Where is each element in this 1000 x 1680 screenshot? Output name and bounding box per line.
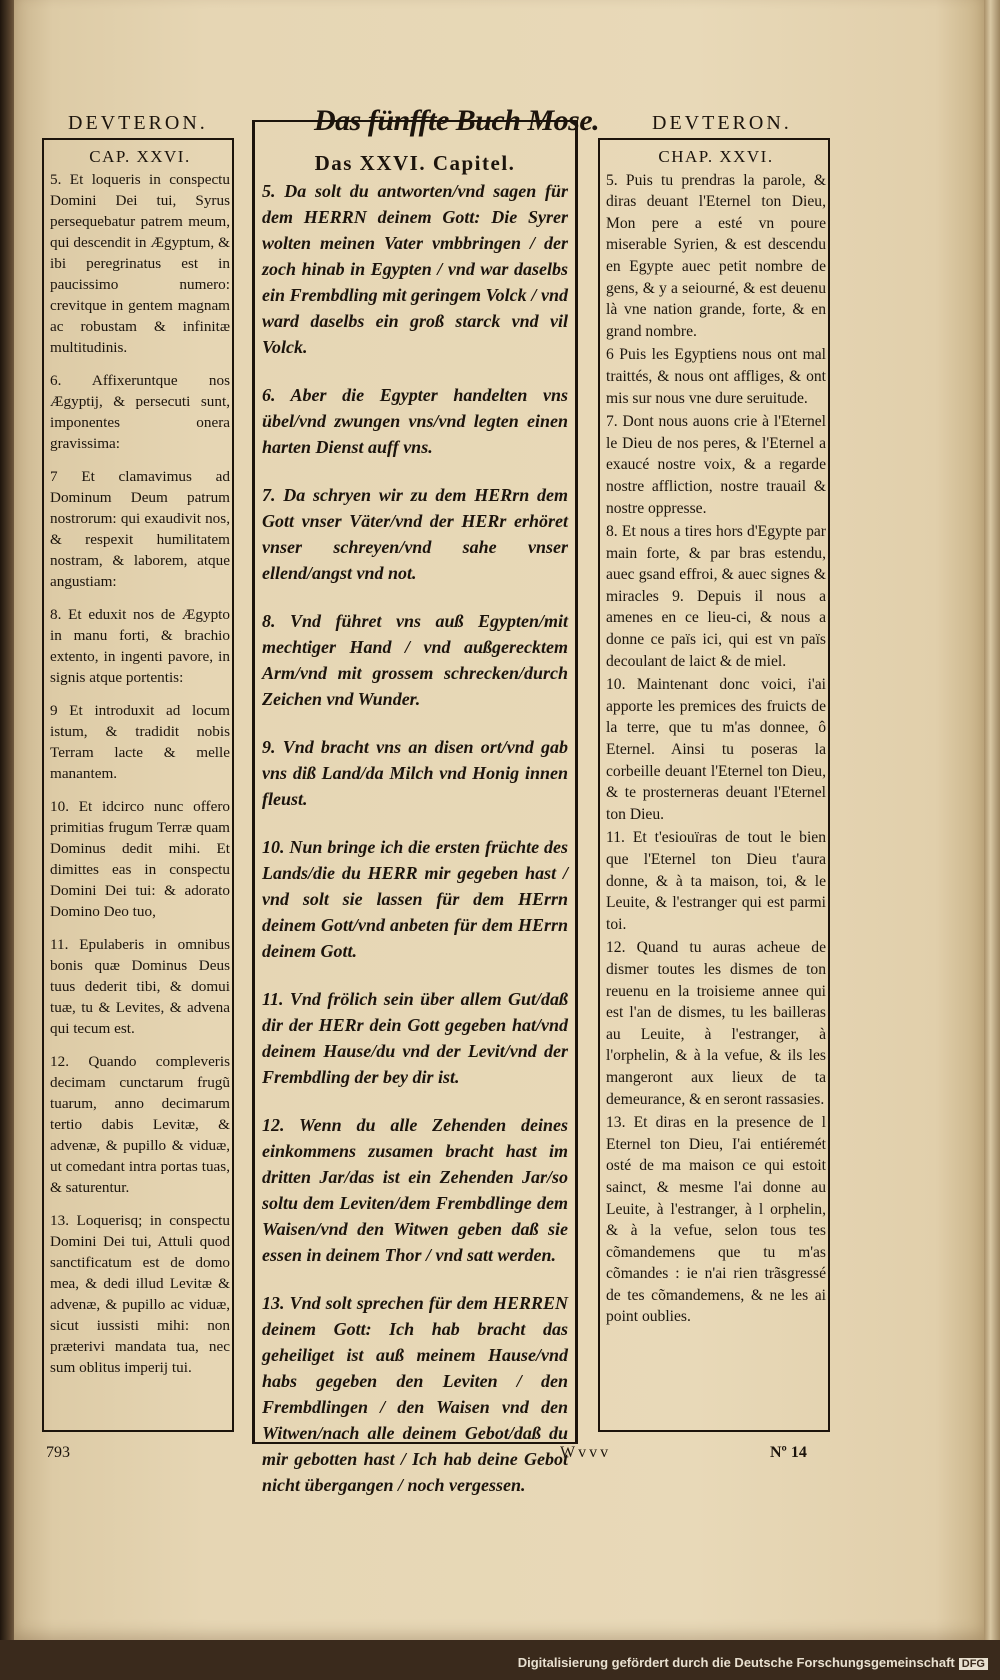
- signature-mark: Wvvv: [560, 1444, 612, 1461]
- german-verse: 10. Nun bringe ich die ersten früchte des Lands/die du HERR mir gegeben hast / vnd solt sie lassen für dem HErrn deinem Gott/vnd anbeten für dem HErrn deinem Gott.: [262, 837, 568, 961]
- latin-verse: 9 Et introduxit ad locum istum, & tradidit nobis Terram lacte & melle manantem.: [50, 702, 230, 782]
- latin-verse: 7 Et clamavimus ad Dominum Deum patrum nostrorum: qui exaudivit nos, & respexit humilitatem nostram, & laborem, atque angustiam:: [50, 468, 230, 590]
- german-chapter-heading: Das XXVI. Capitel.: [314, 151, 516, 175]
- latin-verse: 11. Epulaberis in omnibus bonis quæ Dominus Deus tuus dederit tibi, & domui tuæ, tu & Levites, & advena qui tecum est.: [50, 936, 230, 1037]
- french-verse: 13. Et diras en la presence de l Eternel ton Dieu, I'ai entiéremét osté de ma maison ce qui estoit sainct, & mesme l'ai donne au Leuite, à l'estranger, à l orphelin, & à la vefue, selon tous tes cõmandemens que tu m'as cõmandes : ie n'ai rien trãsgressé de tes cõmandemens, & ne les ai point oublies.: [606, 1114, 826, 1326]
- latin-column: [50, 146, 230, 1390]
- running-head-left: DEVTERON.: [68, 112, 208, 134]
- german-verse: 8. Vnd führet vns auß Egypten/mit mechtiger Hand / vnd außgerecktem Arm/vnd mit grossem schrecken/durch Zeichen vnd Wunder.: [262, 611, 568, 709]
- running-head-title: Das fünffte Buch Mose.: [314, 104, 600, 137]
- latin-verse: 13. Loquerisq; in conspectu Domini Dei tui, Attuli quod sanctificatum est de domo mea, & dedi illud Levitæ & advenæ, & pupillo ac viduæ, sicut iussisti mihi: non præterivi mandata tua, nec sum oblitus imperij tui.: [50, 1212, 230, 1376]
- latin-verse: 5. Et loqueris in conspectu Domini Dei tui, Syrus persequebatur patrem meum, qui descendit in Ægyptum, & ibi peregrinatus est in paucissimo numero: crevitque in gentem magnam ac robustam & infinitæ multitudinis.: [50, 171, 230, 356]
- page-edge: [984, 0, 1000, 1640]
- running-head-right: DEVTERON.: [652, 112, 792, 134]
- german-verse: 13. Vnd solt sprechen für dem HERREN deinem Gott: Ich hab bracht das geheiliget ist auß meinem Hause/vnd habs gegeben den Leviten / den Frembdlingen / den Waisen vnd den Witwen/nach alle deinem Gebot/daß du mir gebotten hast / Ich hab deine Gebot nicht übergangen / noch vergessen.: [262, 1293, 568, 1495]
- latin-verse: 6. Affixeruntque nos Ægyptij, & persecuti sunt, imponentes onera gravissima:: [50, 372, 230, 452]
- german-verse: 11. Vnd frölich sein über allem Gut/daß dir der HERr dein Gott gegeben hat/vnd deinem Hause/du vnd der Levit/vnd der Frembdling der bey dir ist.: [262, 989, 568, 1087]
- catchword: Nº 14: [770, 1444, 807, 1461]
- german-verse: 9. Vnd bracht vns an disen ort/vnd gab vns diß Land/da Milch vnd Honig innen fleust.: [262, 737, 568, 809]
- french-verse: 6 Puis les Egyptiens nous ont mal traittés, & nous ont affliges, & ont mis sur nous vne dure seruitude.: [606, 346, 826, 407]
- viewer-footer-bar: [0, 1640, 1000, 1680]
- folio-number: 793: [46, 1444, 70, 1461]
- french-column: [606, 146, 826, 1330]
- digitization-credit: [518, 1655, 988, 1670]
- french-chapter-heading: CHAP. XXVI.: [658, 147, 774, 166]
- latin-verse: 8. Et eduxit nos de Ægypto in manu forti, & brachio extento, in ingenti pavore, in signis atque portentis:: [50, 606, 230, 686]
- french-verse: 10. Maintenant donc voici, i'ai apporte les premices des fruicts de la terre, que tu m'as donnee, ô Eternel. Ainsi tu poseras la corbeille deuant l'Eternel ton Dieu, & te prosterneras deuant l'Eternel ton Dieu.: [606, 676, 826, 823]
- credit-text: Digitalisierung gefördert durch die Deutsche Forschungsgemeinschaft: [517, 1655, 955, 1670]
- german-verse: 7. Da schryen wir zu dem HERrn dem Gott vnser Väter/vnd der HERr erhöret vnser schreyen/vnd sahe vnser ellend/angst vnd not.: [262, 485, 568, 583]
- latin-verse: 12. Quando compleveris decimam cunctarum frugũ tuarum, anno decimarum tertio dabis Levitæ, & advenæ, & pupillo & viduæ, ut comedant intra portas tuas, & saturentur.: [50, 1053, 230, 1196]
- dfg-logo-icon: DFG: [959, 1658, 988, 1670]
- german-verse: 5. Da solt du antworten/vnd sagen für dem HERRN deinem Gott: Die Syrer wolten meinen Vater vmbbringen / der zoch hinab in Egypten / vnd war daselbs ein Frembdling mit geringem Volck / vnd ward daselbs ein groß starck vnd vil Volck.: [262, 181, 568, 357]
- french-verse: 7. Dont nous auons crie à l'Eternel le Dieu de nos peres, & l'Eternel a exaucé nostre voix, & a regarde nostre affliction, nostre trauail & nostre oppresse.: [606, 413, 826, 517]
- french-verse: 11. Et t'esiouïras de tout le bien que l'Eternel ton Dieu t'aura donne, & à ta maison, toi, & le Leuite, & l'estranger qui est parmi toi.: [606, 829, 826, 933]
- french-verse: 8. Et nous a tires hors d'Egypte par main forte, & par bras estendu, auec gsand effroi, & auec signes & miracles 9. Depuis il nous a amenes en ce lieu-ci, & nous a donne ce païs ici, qui est vn païs decoulant de laict & de miel.: [606, 523, 826, 670]
- latin-chapter-heading: CAP. XXVI.: [89, 147, 191, 166]
- page-footer: [40, 1444, 840, 1470]
- french-verse: 12. Quand tu auras acheue de dismer toutes les dismes de ton reuenu en la troisieme annee qui est l'an de dismes, tu les bailleras au Leuite, à l'estranger, à l'orphelin, & à la vefue, & ils les mangeront aux lieux de ta demeurance, & en seront rassasies.: [606, 939, 826, 1108]
- german-verse: 12. Wenn du alle Zehenden deines einkommens zusamen bracht hast im dritten Jar/das ist ein Zehenden Jar/so soltu dem Leviten/dem Frembdlinge dem Waisen/vnd den Witwen geben daß sie essen in deinem Thor / vnd satt werden.: [262, 1115, 568, 1265]
- french-verse: 5. Puis tu prendras la parole, & diras deuant l'Eternel ton Dieu, Mon pere a esté vn poure miserable Syrien, & est descendu en Egypte auec petit nombre de gens, & y a seiourné, & est deuenu là vne nation grande, forte, & en grand nombre.: [606, 171, 826, 340]
- latin-verse: 10. Et idcirco nunc offero primitias frugum Terræ quam Dominus dedit mihi. Et dimittes eas in conspectu Domini Dei tui: & adorato Domino Deo tuo,: [50, 798, 230, 920]
- german-column: [262, 150, 568, 1520]
- german-verse: 6. Aber die Egypter handelten vns übel/vnd zwungen vns/vnd legten einen harten Dienst auff vns.: [262, 385, 568, 457]
